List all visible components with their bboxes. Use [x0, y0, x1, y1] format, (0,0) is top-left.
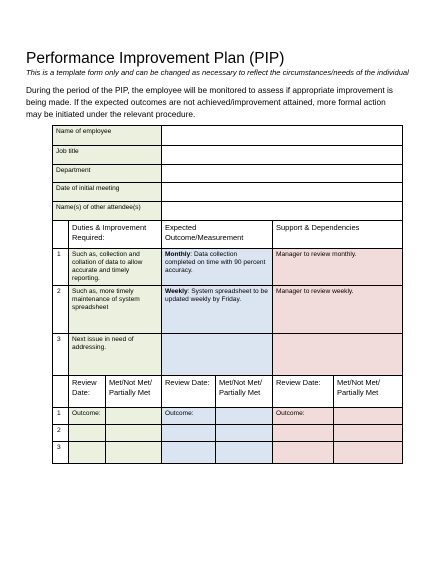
- met-status-header: Met/Not Met/ Partially Met: [334, 376, 403, 408]
- blank-cell: [53, 221, 69, 249]
- plan-row: [53, 286, 403, 334]
- met-cell[interactable]: [334, 425, 403, 442]
- outcome-cell[interactable]: [69, 442, 106, 464]
- duty-cell[interactable]: Next issue in need of addressing.: [69, 334, 162, 376]
- met-status-header: Met/Not Met/ Partially Met: [106, 376, 162, 408]
- info-label: Job title: [53, 146, 162, 165]
- support-cell[interactable]: Manager to review weekly.: [273, 286, 403, 334]
- info-value-field[interactable]: [162, 146, 403, 165]
- review-date-header: Review Date:: [273, 376, 334, 408]
- row-number: 3: [53, 334, 69, 376]
- expected-frequency: Monthly: [165, 251, 191, 258]
- info-label: Name of employee: [53, 126, 162, 146]
- expected-cell[interactable]: [162, 249, 273, 286]
- met-cell[interactable]: [334, 442, 403, 464]
- outcome-cell[interactable]: Outcome:: [273, 408, 334, 425]
- row-number: 2: [53, 425, 69, 442]
- blank-cell: [53, 376, 69, 408]
- duties-header: Duties & Improvement Required:: [69, 221, 162, 249]
- info-value-field[interactable]: [162, 183, 403, 202]
- info-row: [53, 183, 403, 202]
- expected-frequency: Weekly: [165, 288, 188, 295]
- plan-row: [53, 334, 403, 376]
- info-label: Department: [53, 165, 162, 183]
- expected-text: : System spreadsheet to be updated weekly by Friday.: [165, 288, 268, 303]
- expected-cell[interactable]: [162, 334, 273, 376]
- met-cell[interactable]: [216, 442, 273, 464]
- outcome-cell[interactable]: [273, 425, 334, 442]
- met-cell[interactable]: [106, 442, 162, 464]
- page-subtitle: This is a template form only and can be changed as necessary to reflect the circumstances/needs of the individual: [26, 68, 409, 77]
- plan-header-row: [53, 221, 403, 249]
- page-title: Performance Improvement Plan (PIP): [26, 50, 285, 67]
- duty-cell[interactable]: Such as, more timely maintenance of system spreadsheet: [69, 286, 162, 334]
- outcome-cell[interactable]: [273, 442, 334, 464]
- outcome-cell[interactable]: [69, 425, 106, 442]
- review-date-header: Review Date:: [162, 376, 216, 408]
- info-label: Date of initial meeting: [53, 183, 162, 202]
- met-cell[interactable]: [334, 408, 403, 425]
- met-cell[interactable]: [216, 408, 273, 425]
- pip-table: [52, 125, 403, 464]
- support-cell[interactable]: Manager to review monthly.: [273, 249, 403, 286]
- info-label: Name(s) of other attendee(s): [53, 202, 162, 221]
- expected-text: : Data collection completed on time with 90 percent accuracy.: [165, 251, 266, 274]
- plan-row: [53, 249, 403, 286]
- info-value-field[interactable]: [162, 165, 403, 183]
- duty-cell[interactable]: Such as, collection and collation of data to allow accurate and timely reporting.: [69, 249, 162, 286]
- info-row: [53, 126, 403, 146]
- review-row: [53, 442, 403, 464]
- met-status-header: Met/Not Met/ Partially Met: [216, 376, 273, 408]
- outcome-cell[interactable]: [162, 442, 216, 464]
- met-cell[interactable]: [216, 425, 273, 442]
- review-row: [53, 425, 403, 442]
- row-number: 1: [53, 408, 69, 425]
- outcome-cell[interactable]: [162, 425, 216, 442]
- outcome-cell[interactable]: Outcome:: [162, 408, 216, 425]
- info-value-field[interactable]: [162, 202, 403, 221]
- expected-header: Expected Outcome/Measurement: [162, 221, 273, 249]
- intro-paragraph: During the period of the PIP, the employee will be monitored to assess if appropriate improvement is being made. If the expected outcomes are not achieved/improvement attained, more formal action may be initiated under the relevant procedure.: [26, 85, 393, 119]
- support-header: Support & Dependencies: [273, 221, 403, 249]
- met-cell[interactable]: [106, 408, 162, 425]
- review-date-header: Review Date:: [69, 376, 106, 408]
- review-header-row: [53, 376, 403, 408]
- outcome-cell[interactable]: Outcome:: [69, 408, 106, 425]
- support-cell[interactable]: [273, 334, 403, 376]
- info-row: [53, 165, 403, 183]
- row-number: 1: [53, 249, 69, 286]
- expected-cell[interactable]: [162, 286, 273, 334]
- row-number: 3: [53, 442, 69, 464]
- info-row: [53, 146, 403, 165]
- row-number: 2: [53, 286, 69, 334]
- review-row: [53, 408, 403, 425]
- met-cell[interactable]: [106, 425, 162, 442]
- info-row: [53, 202, 403, 221]
- info-value-field[interactable]: [162, 126, 403, 146]
